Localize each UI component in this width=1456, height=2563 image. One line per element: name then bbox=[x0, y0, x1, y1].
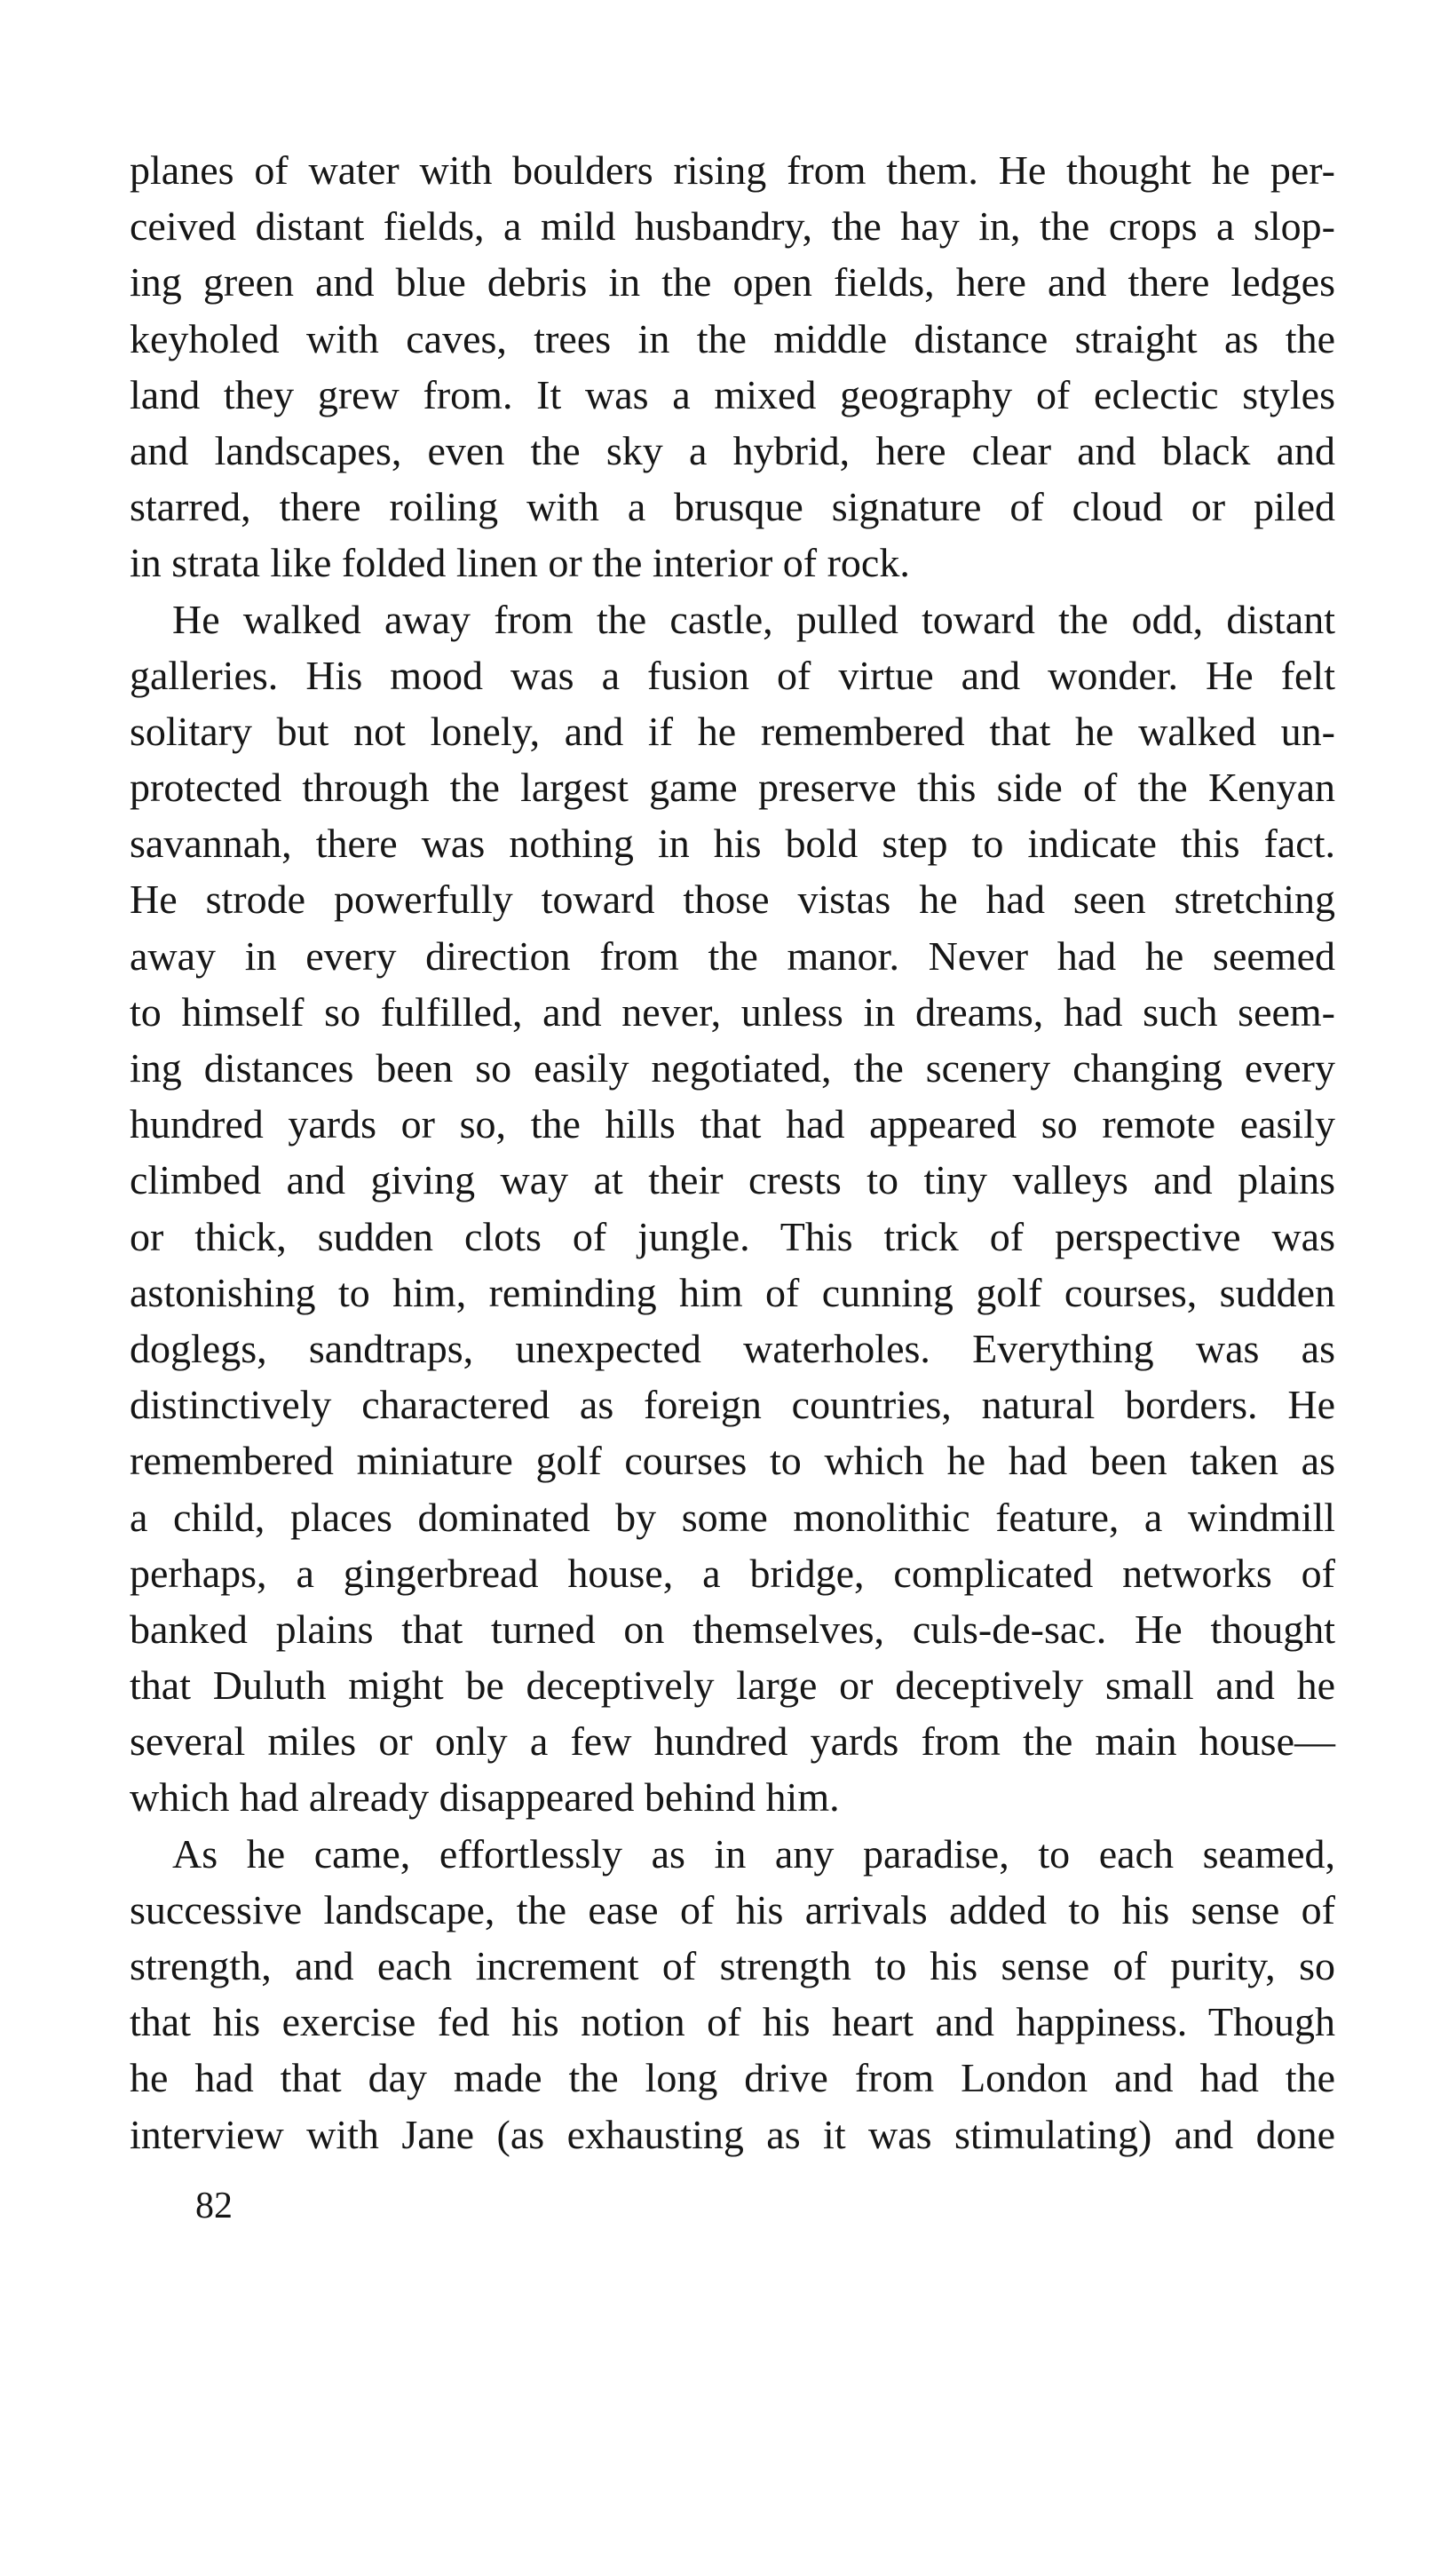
text-line: ing green and blue debris in the open fields, here and there ledges bbox=[130, 259, 1335, 305]
text-line: astonishing to him, reminding him of cunning golf courses, sudden bbox=[130, 1269, 1335, 1315]
text-line: that Duluth might be deceptively large or deceptively small and he bbox=[130, 1662, 1335, 1709]
text-line: that his exercise fed his notion of his heart and happiness. Though bbox=[130, 1999, 1335, 2045]
paragraph bbox=[130, 591, 1335, 1826]
text-line: ceived distant fields, a mild husbandry, the hay in, the crops a slop- bbox=[130, 203, 1335, 250]
text-line: planes of water with boulders rising from them. He thought he per- bbox=[130, 147, 1335, 193]
text-line: savannah, there was nothing in his bold step to indicate this fact. bbox=[130, 821, 1335, 867]
text-line: in strata like folded linen or the interior of rock. bbox=[130, 540, 910, 586]
text-line: As he came, effortlessly as in any paradise, to each seamed, bbox=[172, 1830, 1335, 1877]
paragraph bbox=[130, 1826, 1335, 2162]
body-text bbox=[130, 142, 1335, 2162]
page-number: 82 bbox=[195, 2186, 233, 2226]
text-line: He walked away from the castle, pulled toward the odd, distant bbox=[172, 596, 1335, 642]
text-line: and landscapes, even the sky a hybrid, here clear and black and bbox=[130, 427, 1335, 473]
text-line: remembered miniature golf courses to which he had been taken as bbox=[130, 1438, 1335, 1484]
text-line: climbed and giving way at their crests to tiny valleys and plains bbox=[130, 1157, 1335, 1203]
text-line: keyholed with caves, trees in the middle distance straight as the bbox=[130, 315, 1335, 361]
text-line: land they grew from. It was a mixed geography of eclectic styles bbox=[130, 371, 1335, 417]
text-line: strength, and each increment of strength to his sense of purity, so bbox=[130, 1943, 1335, 1988]
text-line: hundred yards or so, the hills that had appeared so remote easily bbox=[130, 1101, 1335, 1147]
text-line: protected through the largest game preserve this side of the Kenyan bbox=[130, 765, 1335, 811]
text-line: starred, there roiling with a brusque signature of cloud or piled bbox=[130, 484, 1335, 530]
text-line: several miles or only a few hundred yards from the main house— bbox=[130, 1718, 1335, 1765]
text-line: He strode powerfully toward those vistas he had seen stretching bbox=[130, 877, 1335, 923]
text-line: to himself so fulfilled, and never, unless in dreams, had such seem- bbox=[130, 988, 1335, 1035]
text-line: ing distances been so easily negotiated, the scenery changing every bbox=[130, 1045, 1335, 1091]
text-line: he had that day made the long drive from London and had the bbox=[130, 2055, 1335, 2101]
text-line: distinctively charactered as foreign countries, natural borders. He bbox=[130, 1382, 1335, 1428]
text-line: which had already disappeared behind him. bbox=[130, 1774, 840, 1821]
text-line: away in every direction from the manor. Never had he seemed bbox=[130, 932, 1335, 979]
text-line: solitary but not lonely, and if he remembered that he walked un- bbox=[130, 708, 1335, 754]
text-line: doglegs, sandtraps, unexpected waterholes. Everything was as bbox=[130, 1325, 1335, 1371]
paragraph bbox=[130, 142, 1335, 591]
text-line: or thick, sudden clots of jungle. This trick of perspective was bbox=[130, 1213, 1335, 1259]
text-line: perhaps, a gingerbread house, a bridge, complicated networks of bbox=[130, 1550, 1335, 1596]
text-line: a child, places dominated by some monolithic feature, a windmill bbox=[130, 1494, 1335, 1540]
text-line: interview with Jane (as exhausting as it was stimulating) and done bbox=[130, 2111, 1335, 2157]
text-line: galleries. His mood was a fusion of virtue and wonder. He felt bbox=[130, 652, 1335, 698]
text-line: successive landscape, the ease of his arrivals added to his sense of bbox=[130, 1886, 1335, 1932]
text-line: banked plains that turned on themselves, culs-de-sac. He thought bbox=[130, 1606, 1335, 1652]
